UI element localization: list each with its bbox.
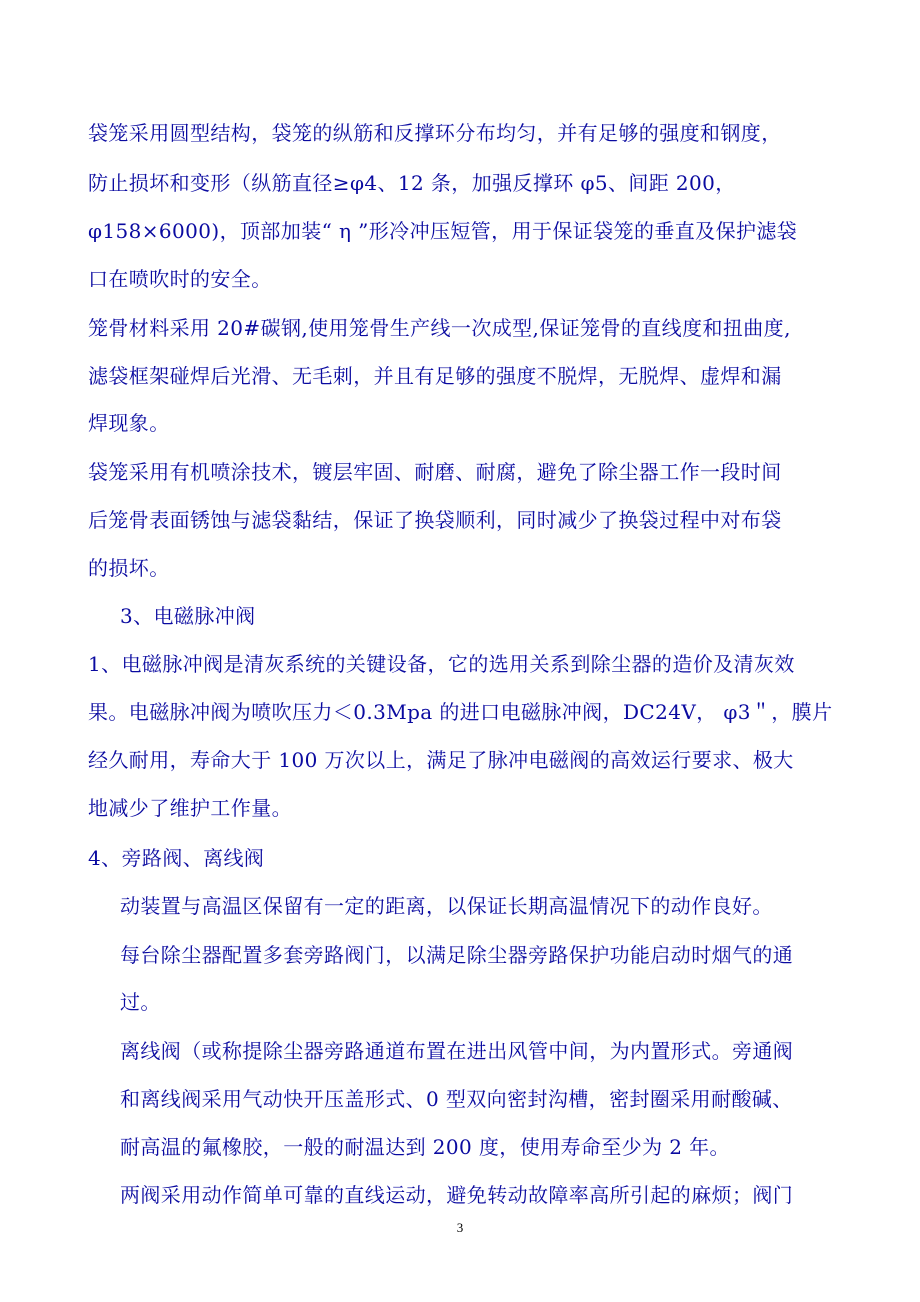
section-heading-4: 4、旁路阀、离线阀 [88, 846, 265, 870]
paragraph-6-line-1: 每台除尘器配置多套旁路阀门，以满足除尘器旁路保护功能启动时烟气的通 [120, 943, 794, 967]
paragraph-2-line-1: 笼骨材料采用 20#碳钢,使用笼骨生产线一次成型,保证笼骨的直线度和扭曲度, [88, 316, 791, 340]
paragraph-7-line-2: 和离线阀采用气动快开压盖形式、0 型双向密封沟槽，密封圈采用耐酸碱、 [120, 1087, 793, 1111]
paragraph-1-line-3: φ158×6000)，顶部加装“ η ”形冷冲压短管，用于保证袋笼的垂直及保护滤袋 [88, 219, 798, 243]
paragraph-4-line-2: 果。电磁脉冲阀为喷吹压力＜0.3Mpa 的进口电磁脉冲阀，DC24V， φ3＂，膜片 [88, 700, 833, 724]
page-number: 3 [456, 1220, 464, 1235]
paragraph-2-line-2: 滤袋框架碰焊后光滑、无毛刺，并且有足够的强度不脱焊，无脱焊、虚焊和漏 [88, 364, 782, 388]
paragraph-5-line-1: 动装置与高温区保留有一定的距离，以保证长期高温情况下的动作良好。 [120, 894, 773, 918]
paragraph-4-line-4: 地减少了维护工作量。 [88, 796, 292, 820]
paragraph-1-line-4: 口在喷吹时的安全。 [88, 267, 272, 291]
paragraph-1-line-1: 袋笼采用圆型结构，袋笼的纵筋和反撑环分布均匀，并有足够的强度和钢度， [88, 121, 782, 145]
paragraph-3-line-1: 袋笼采用有机喷涂技术，镀层牢固、耐磨、耐腐，避免了除尘器工作一段时间 [88, 460, 782, 484]
paragraph-2-line-3: 焊现象。 [88, 411, 170, 435]
paragraph-7-line-1: 离线阀（或称提除尘器旁路通道布置在进出风管中间，为内置形式。旁通阀 [120, 1039, 794, 1063]
paragraph-1-line-2: 防止损坏和变形（纵筋直径≥φ4、12 条，加强反撑环 φ5、间距 200， [88, 171, 736, 195]
section-heading-3: 3、电磁脉冲阀 [120, 604, 256, 628]
paragraph-6-line-2: 过。 [120, 990, 161, 1014]
paragraph-4-line-3: 经久耐用，寿命大于 100 万次以上，满足了脉冲电磁阀的高效运行要求、极大 [88, 748, 794, 772]
paragraph-3-line-3: 的损坏。 [88, 556, 170, 580]
paragraph-8-line-1: 两阀采用动作简单可靠的直线运动，避免转动故障率高所引起的麻烦；阀门 [120, 1183, 794, 1207]
paragraph-4-line-1: 1、电磁脉冲阀是清灰系统的关键设备，它的选用关系到除尘器的造价及清灰效 [88, 652, 795, 676]
paragraph-3-line-2: 后笼骨表面锈蚀与滤袋黏结，保证了换袋顺利，同时减少了换袋过程中对布袋 [88, 508, 782, 532]
paragraph-7-line-3: 耐高温的氟橡胶，一般的耐温达到 200 度，使用寿命至少为 2 年。 [120, 1135, 730, 1159]
